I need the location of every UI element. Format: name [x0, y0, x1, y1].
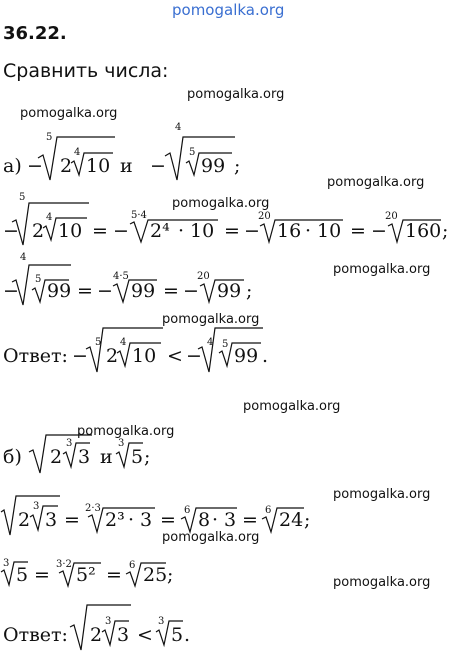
equals-sign: =: [64, 509, 80, 531]
equals-sign: =: [92, 220, 108, 242]
root-index: 6: [129, 560, 136, 571]
radicand: 25: [143, 564, 168, 586]
radicand: 16: [277, 220, 302, 242]
watermark: pomogalka.org: [162, 530, 260, 545]
period: .: [262, 345, 269, 367]
radicand: 99: [47, 280, 72, 302]
root-index: 3: [105, 616, 112, 627]
root-index: 3: [158, 616, 165, 627]
answer-label: Ответ:: [3, 345, 68, 367]
answer-label: Ответ:: [3, 624, 68, 646]
semicolon: ;: [442, 220, 449, 242]
minus-sign: −: [113, 220, 129, 242]
base-two: 2: [18, 509, 31, 531]
watermark: pomogalka.org: [333, 487, 431, 502]
radicand: 8: [198, 509, 211, 531]
root-index: 3: [66, 438, 73, 449]
minus-sign: −: [3, 280, 19, 302]
radicand: 160: [405, 220, 442, 242]
watermark: pomogalka.org: [333, 262, 431, 277]
root-index: 5·4: [131, 210, 147, 221]
radicand: 3: [224, 509, 237, 531]
radicand: 10: [58, 220, 83, 242]
watermark: pomogalka.org: [20, 106, 118, 121]
less-than: <: [167, 345, 183, 367]
semicolon: ;: [246, 280, 253, 302]
equals-sign: =: [163, 280, 179, 302]
radicand: 5: [171, 624, 184, 646]
minus-sign: −: [72, 345, 88, 367]
radicand: 3: [78, 446, 91, 468]
radicand: 10: [317, 220, 342, 242]
radicand: 5: [131, 446, 144, 468]
semicolon: ;: [304, 509, 311, 531]
equals-sign: =: [224, 220, 240, 242]
radicand: 99: [217, 280, 242, 302]
minus-sign: −: [244, 220, 260, 242]
root-index: 4: [74, 147, 81, 158]
minus-sign: −: [3, 220, 19, 242]
semicolon: ;: [144, 446, 151, 468]
radicand: 10: [190, 220, 215, 242]
root-index: 4: [120, 337, 127, 348]
root-index: 4: [175, 122, 182, 133]
semicolon: ;: [234, 155, 241, 177]
watermark: pomogalka.org: [77, 424, 175, 439]
equals-sign: =: [106, 564, 122, 586]
part-a-label: а): [3, 155, 22, 177]
root-index: 20: [258, 211, 271, 222]
minus-sign: −: [97, 280, 113, 302]
root-index: 20: [197, 271, 210, 282]
root-index: 5: [189, 147, 196, 158]
less-than: <: [137, 624, 153, 646]
root-index: 6: [265, 505, 272, 516]
radicand: 99: [201, 155, 226, 177]
equals-sign: =: [242, 509, 258, 531]
radicand: 5: [16, 564, 29, 586]
radicand: 3: [117, 624, 130, 646]
radicand: 99: [131, 280, 156, 302]
dot: ·: [178, 220, 185, 242]
root-index: 5: [19, 192, 26, 203]
power: 2⁴: [150, 220, 170, 242]
site-title: pomogalka.org: [172, 1, 285, 19]
minus-sign: −: [186, 345, 202, 367]
dot: ·: [212, 509, 219, 531]
watermark: pomogalka.org: [333, 575, 431, 590]
equals-sign: =: [160, 509, 176, 531]
dot: ·: [128, 509, 135, 531]
root-index: 5: [46, 132, 53, 143]
task-text: Сравнить числа:: [3, 60, 169, 82]
watermark: pomogalka.org: [162, 312, 260, 327]
minus-sign: −: [27, 155, 43, 177]
watermark: pomogalka.org: [172, 196, 270, 211]
base-two: 2: [32, 220, 45, 242]
dot: ·: [305, 220, 312, 242]
root-index: 6: [184, 505, 191, 516]
root-index: 20: [385, 211, 398, 222]
watermark: pomogalka.org: [243, 399, 341, 414]
root-index: 3: [118, 438, 125, 449]
problem-number: 36.22.: [3, 23, 67, 44]
period: .: [184, 624, 191, 646]
base-two: 2: [60, 155, 73, 177]
root-index: 4: [20, 252, 27, 263]
radicand: 24: [279, 509, 304, 531]
radicand: 10: [132, 345, 157, 367]
root-index: 3·2: [56, 559, 72, 570]
root-index: 5: [95, 337, 102, 348]
watermark: pomogalka.org: [187, 87, 285, 102]
equals-sign: =: [34, 564, 50, 586]
minus-sign: −: [183, 280, 199, 302]
root-index: 2·3: [85, 503, 101, 514]
base-two: 2: [106, 345, 119, 367]
conjunction: и: [120, 155, 133, 177]
radicand: 10: [86, 155, 111, 177]
root-index: 5: [35, 274, 42, 285]
radicand: 99: [234, 345, 259, 367]
part-b-label: б): [3, 446, 22, 468]
root-index: 3: [3, 558, 10, 569]
root-index: 3: [33, 501, 40, 512]
conjunction: и: [100, 446, 113, 468]
base-two: 2: [50, 446, 63, 468]
root-index: 4: [46, 212, 53, 223]
root-index: 4·5: [113, 271, 129, 282]
semicolon: ;: [167, 564, 174, 586]
equals-sign: =: [77, 280, 93, 302]
root-index: 5: [222, 339, 229, 350]
root-index: 4: [207, 337, 214, 348]
radicand: 3: [45, 509, 58, 531]
power: 5²: [76, 564, 96, 586]
power: 2³: [105, 509, 125, 531]
minus-sign: −: [371, 220, 387, 242]
watermark: pomogalka.org: [327, 175, 425, 190]
minus-sign: −: [150, 155, 166, 177]
radicand: 3: [140, 509, 153, 531]
equals-sign: =: [350, 220, 366, 242]
base-two: 2: [90, 624, 103, 646]
